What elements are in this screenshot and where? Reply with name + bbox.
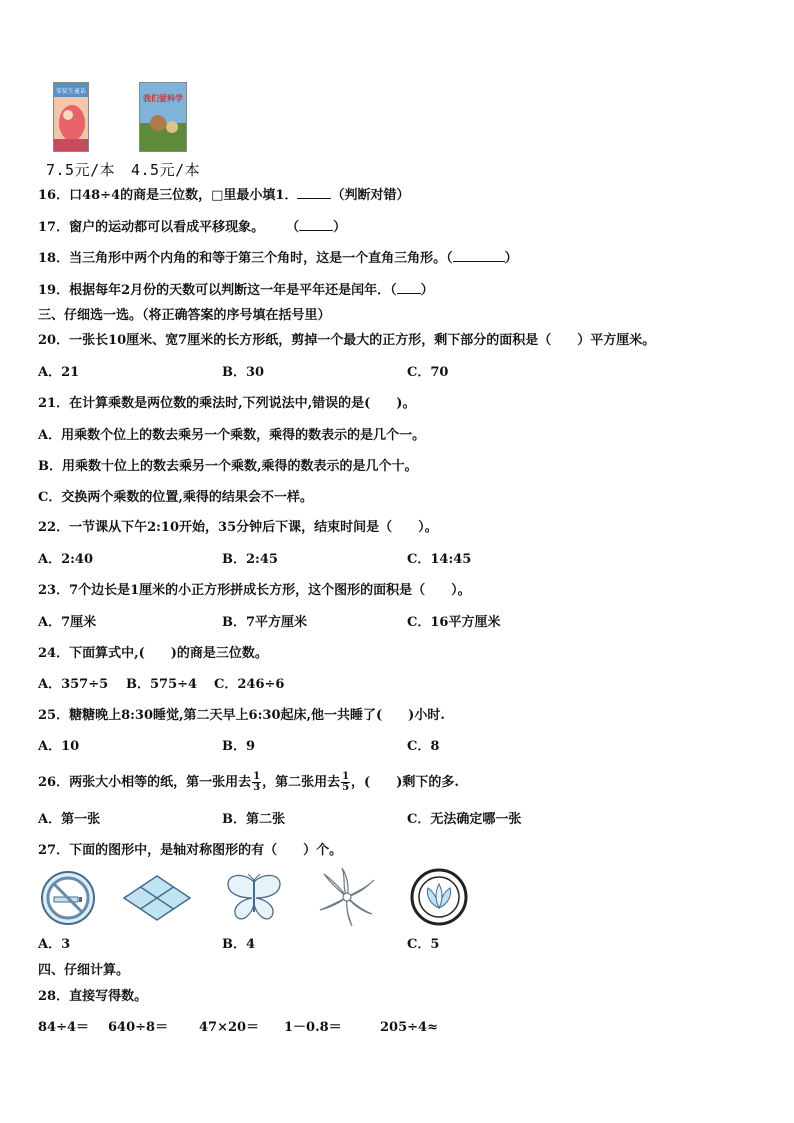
question-26: 26．两张大小相等的纸，第一张用去 $\frac{1}{3}$ ，第二张用去 $\frac{1}{5}$ ，( )剩下的多.: [38, 771, 459, 793]
no-smoking-sign-icon: [40, 870, 96, 930]
answer-blank[interactable]: [299, 218, 333, 231]
option-a[interactable]: A．21: [38, 365, 80, 380]
book-title-1: 安徒生童话: [55, 88, 87, 95]
option-c[interactable]: C．16平方厘米: [407, 615, 501, 630]
option-a[interactable]: A．3: [38, 937, 71, 952]
book-cover-science: [139, 82, 187, 152]
pinwheel-flower-icon: [316, 866, 378, 932]
answer-blank[interactable]: [397, 281, 421, 294]
answer-blank[interactable]: [453, 249, 505, 262]
calc-item: 640÷8＝: [108, 1020, 169, 1035]
book-price-1: 7.5元/本: [46, 161, 116, 179]
option-b[interactable]: B．2:45: [222, 552, 278, 567]
option-c[interactable]: C．246÷6: [214, 677, 285, 692]
question-27: 27．下面的图形中，是轴对称图形的有（ ）个。: [38, 843, 343, 858]
option-b[interactable]: B．用乘数十位上的数去乘另一个乘数,乘得的数表示的是几个十。: [38, 459, 418, 474]
question-28: 28．直接写得数。: [38, 989, 148, 1004]
question-25: 25．糖糖晚上8:30睡觉,第二天早上6:30起床,他一共睡了( )小时.: [38, 708, 445, 723]
question-24: 24．下面算式中,( )的商是三位数。: [38, 646, 268, 661]
option-c[interactable]: C．14:45: [407, 552, 472, 567]
fraction-one-fifth: $\frac{1}{5}$: [342, 771, 350, 793]
option-b[interactable]: B．30: [222, 365, 265, 380]
section-3-heading: 三、仔细选一选。（将正确答案的序号填在括号里）: [38, 308, 331, 323]
question-22: 22．一节课从下午2:10开始，35分钟后下课，结束时间是（ ）。: [38, 520, 438, 535]
option-a[interactable]: A．2:40: [38, 552, 94, 567]
option-c[interactable]: C．无法确定哪一张: [407, 812, 522, 827]
book-price-2: 4.5元/本: [131, 161, 201, 179]
rhombus-tiles-icon: [122, 874, 192, 926]
question-19: 19．根据每年2月份的天数可以判断这一年是平年还是闰年．（ ）: [38, 283, 434, 298]
book-title-2: 我们爱科学: [143, 94, 183, 103]
option-a[interactable]: A．10: [38, 739, 80, 754]
option-a[interactable]: A．用乘数个位上的数去乘另一个乘数，乘得的数表示的是几个一。: [38, 428, 426, 443]
leaf-emblem-icon: [410, 868, 468, 930]
question-21: 21．在计算乘数是两位数的乘法时,下列说法中,错误的是( )。: [38, 396, 416, 411]
option-b[interactable]: B．7平方厘米: [222, 615, 308, 630]
option-a[interactable]: A．7厘米: [38, 615, 97, 630]
option-b[interactable]: B．575÷4: [126, 677, 198, 692]
option-c[interactable]: C．8: [407, 739, 440, 754]
butterfly-icon: [224, 872, 284, 928]
calc-item: 1－0.8＝: [284, 1020, 342, 1035]
option-c[interactable]: C．交换两个乘数的位置,乘得的结果会不一样。: [38, 490, 313, 505]
option-a[interactable]: A．357÷5: [38, 677, 109, 692]
option-b[interactable]: B．第二张: [222, 812, 285, 827]
option-c[interactable]: C．70: [407, 365, 449, 380]
calc-item: 84÷4＝: [38, 1020, 90, 1035]
option-c[interactable]: C．5: [407, 937, 440, 952]
calc-item: 205÷4≈: [380, 1020, 438, 1035]
option-a[interactable]: A．第一张: [38, 812, 101, 827]
fraction-one-third: $\frac{1}{3}$: [253, 771, 261, 793]
question-18: 18．当三角形中两个内角的和等于第三个角时，这是一个直角三角形。（ ）: [38, 251, 518, 266]
section-4-heading: 四、仔细计算。: [38, 963, 130, 978]
question-17: 17．窗户的运动都可以看成平移现象。 （ ）: [38, 220, 347, 235]
option-b[interactable]: B．4: [222, 937, 256, 952]
question-20: 20．一张长10厘米、宽7厘米的长方形纸，剪掉一个最大的正方形，剩下部分的面积是（ ）平方厘米。: [38, 333, 656, 348]
question-16: 16．口48÷4的商是三位数，□里最小填1． （判断对错）: [38, 188, 410, 203]
calc-item: 47×20＝: [199, 1020, 260, 1035]
book-cover-fairy-tales: [53, 82, 89, 152]
option-b[interactable]: B．9: [222, 739, 256, 754]
question-23: 23．7个边长是1厘米的小正方形拼成长方形，这个图形的面积是（ ）。: [38, 583, 471, 598]
answer-blank[interactable]: [297, 186, 331, 199]
